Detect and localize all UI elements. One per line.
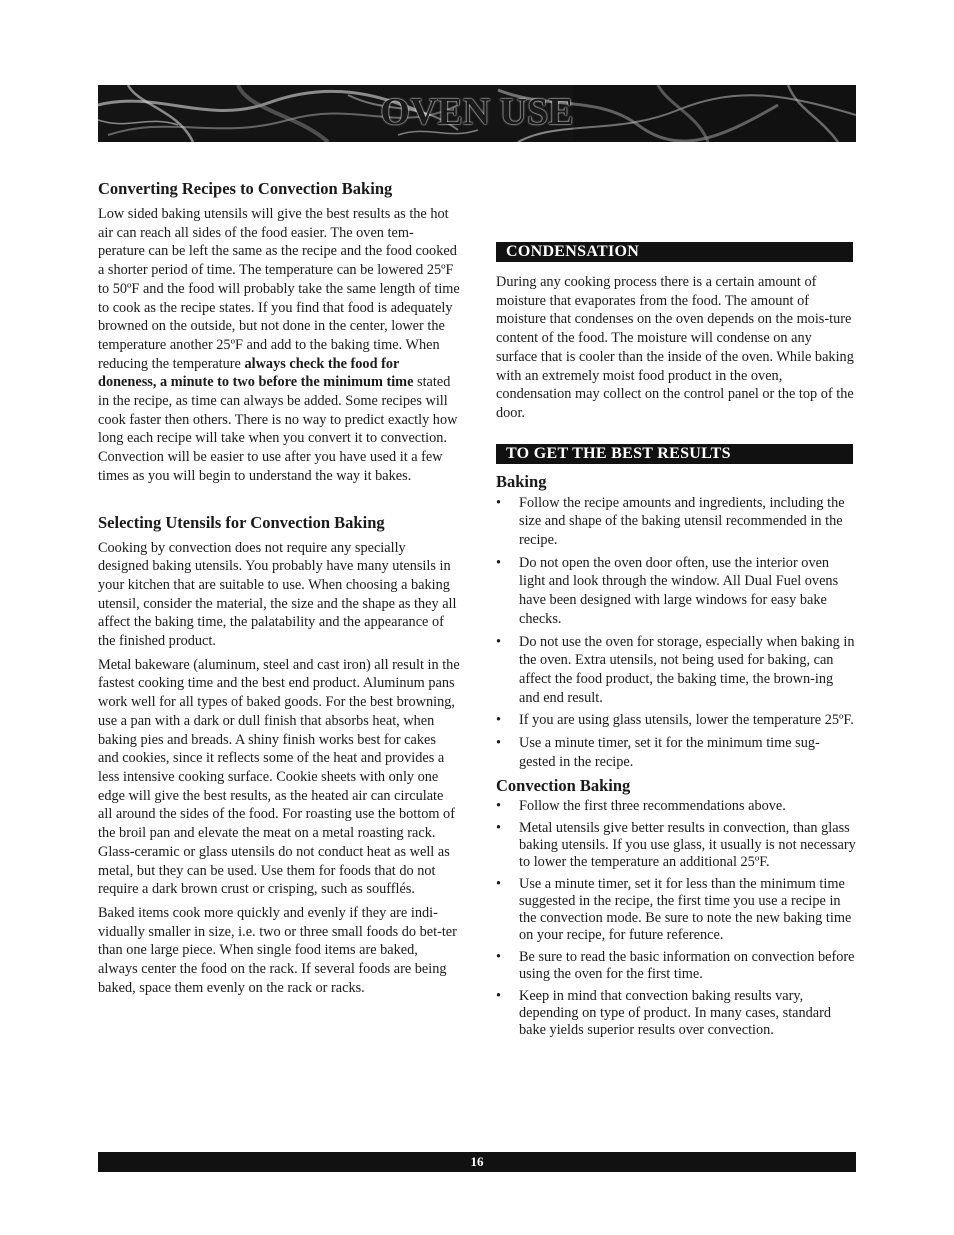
bullet-icon: • [496, 988, 502, 1005]
list-item: • Follow the recipe amounts and ingredients, including the size and shape of the baking utensil recommended in the recipe. [496, 494, 845, 549]
bullet-icon: • [496, 820, 502, 837]
converting-paragraph [98, 205, 460, 486]
list-item: • Be sure to read the basic information on convection before using the oven for the first time. [496, 949, 855, 983]
bullet-icon: • [496, 494, 502, 511]
list-item: • Use a minute timer, set it for less than the minimum time suggested in the recipe, the first time you use a recipe in the convection mode. Be sure to note the new baking time on your recipe, for future reference. [496, 876, 852, 944]
section-heading-converting: Converting Recipes to Convection Baking [98, 179, 393, 198]
bullet-icon: • [496, 949, 502, 966]
converting-text-b: stated in the recipe, as time can always be added. Some recipes will cook faster then others. There is no way to predict exactly how long each recipe will take when you convert it to convection. Convection will be easier to use after you have used it a few times as you will begin to understand the way it bakes. [98, 374, 458, 484]
bullet-icon: • [496, 798, 502, 815]
condensation-heading: CONDENSATION [496, 242, 853, 262]
list-item: • Do not open the oven door often, use the interior oven light and look through the window. All Dual Fuel ovens have been designed with large windows for easy bake checks. [496, 554, 839, 627]
list-item: • Keep in mind that convection baking results vary, depending on type of product. In many cases, standard bake yields superior results over convection. [496, 988, 832, 1039]
convection-list [496, 798, 856, 1039]
bullet-icon: • [496, 735, 502, 752]
right-column [496, 242, 856, 1044]
left-column [98, 178, 460, 997]
list-item: • Do not use the oven for storage, especially when baking in the oven. Extra utensils, not being used for baking, can affect the food product, the baking time, the brown-ing and end result. [496, 633, 855, 706]
page-footer [98, 1152, 856, 1172]
convection-subheading: Convection Baking [496, 776, 631, 796]
baking-subheading: Baking [496, 471, 547, 491]
list-item: • Follow the first three recommendations above. [496, 798, 786, 815]
bullet-icon: • [496, 633, 502, 650]
list-item: • If you are using glass utensils, lower the temperature 25ºF. [496, 712, 854, 729]
bullet-icon: • [496, 876, 502, 893]
bullet-icon: • [496, 712, 502, 729]
list-item: • Use a minute timer, set it for the minimum time sug-gested in the recipe. [496, 735, 820, 770]
bullet-icon: • [496, 554, 502, 571]
section-heading-utensils: Selecting Utensils for Convection Baking [98, 512, 385, 532]
best-results-heading: TO GET THE BEST RESULTS [496, 444, 853, 464]
utensils-paragraph-3: Baked items cook more quickly and evenly if they are indi-vidually smaller in size, i.e. two or three small foods do bet-ter than one large piece. When single food items are baked, always center the food on the rack. If several foods are being baked, space them evenly on the rack or racks. [98, 904, 457, 996]
utensils-paragraph-1: Cooking by convection does not require any specially designed baking utensils. You probably have many utensils in your kitchen that are suitable to use. When choosing a baking utensil, consider the material, the size and the shape as they all affect the baking time, the palatability and the appearance of the finished product. [98, 539, 457, 650]
list-item: • Metal utensils give better results in convection, than glass baking utensils. If you use glass, it usually is not necessary to lower the temperature an additional 25ºF. [496, 820, 856, 871]
page-title: OVEN USE [380, 91, 574, 133]
converting-text-a: Low sided baking utensils will give the best results as the hot air can reach all sides of the food easier. The oven tem-perature can be left the same as the recipe and the food cooked a shorter period of time. The temperature can be lowered 25ºF to 50ºF and the food will probably take the same length of time to cook as the recipe states. If you find that food is adequately browned on the outside, but not done in the center, lower the temperature another 25ºF and add to the baking time. When reducing the temperature [98, 206, 460, 372]
header-banner [98, 85, 856, 142]
converting-text-bold: always check the food for doneness, a minute to two before the minimum time [98, 355, 414, 391]
condensation-paragraph: During any cooking process there is a certain amount of moisture that evaporates from the food. The amount of moisture that condenses on the oven depends on the mois-ture content of the food. The moisture will condense on any surface that is cooler than the inside of the oven. While baking with an extremely moist food product in the oven, condensation may collect on the control panel or the top of the door. [496, 274, 854, 421]
page-number: 16 [470, 1154, 484, 1169]
utensils-paragraph-2: Metal bakeware (aluminum, steel and cast iron) all result in the fastest cooking time and the best end product. Aluminum pans work well for all types of baked goods. For the best browning, use a pan with a dark or dull finish that absorbs heat, when baking pies and breads. A shiny finish works best for cakes and cookies, since it reflects some of the heat and provides a less intensive cooking surface. Cookie sheets with only one edge will give the best results, as the heated air can circulate all around the sides of the food. For roasting use the bottom of the broil pan and elevate the meat on a metal roasting rack. Glass-ceramic or glass utensils do not conduct heat as well as metal, but they can be used. Use them for foods that do not require a dark brown crust or crisping, such as soufflés. [98, 656, 460, 898]
baking-list [496, 494, 856, 772]
